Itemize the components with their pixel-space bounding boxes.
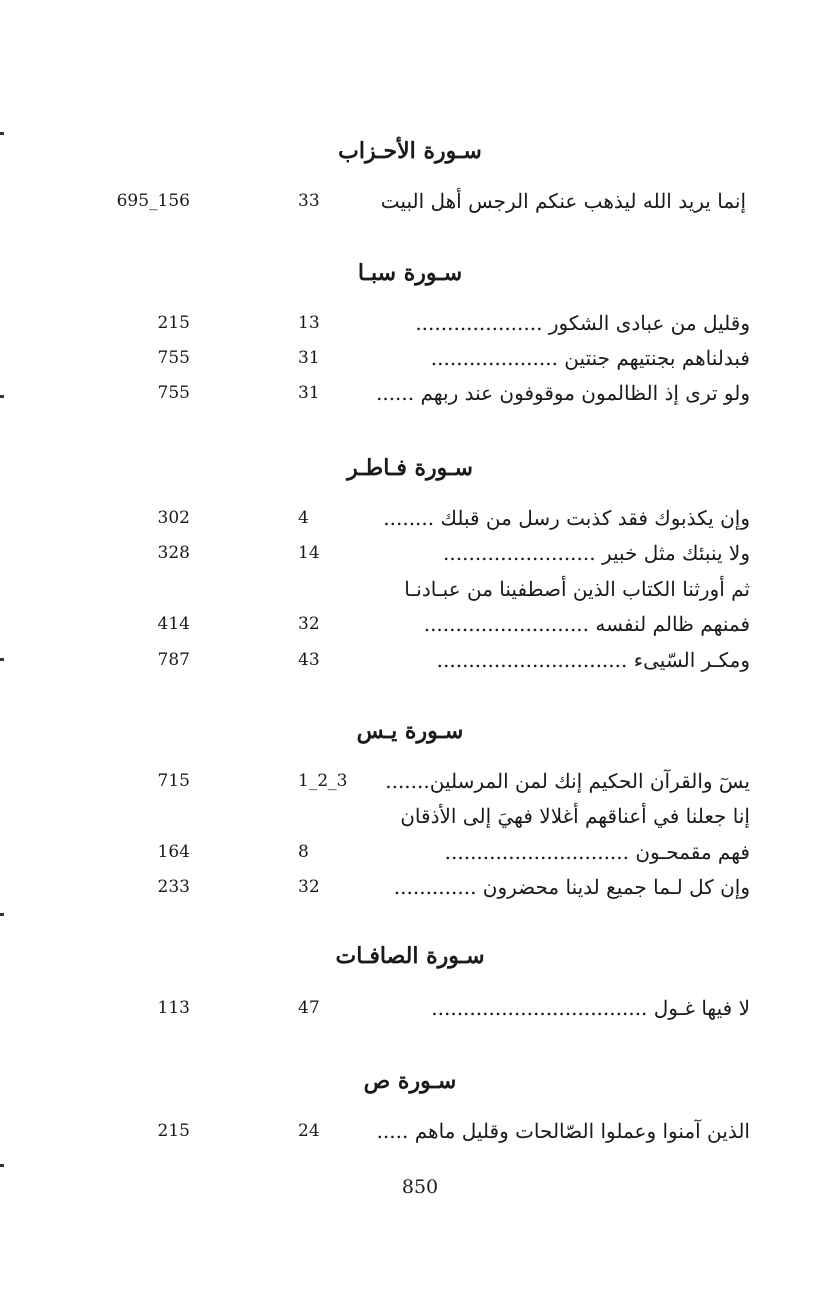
- verse-text: ومكـر السّيىء ..............................: [436, 648, 750, 672]
- verse-text: إنما يريد الله ليذهب عنكم الرجس أهل البيت: [380, 189, 746, 213]
- verse-text: وإن يكذبوك فقد كذبت رسل من قبلك ........: [383, 506, 750, 530]
- verse-row: [100, 645, 750, 675]
- verse-text: لا فيها غـول ..................................: [431, 996, 750, 1020]
- surah-heading: سـورة فـاطـر: [347, 455, 473, 481]
- ayah-number: 14: [298, 543, 320, 563]
- verse-text: يسٓ والقرآن الحكيم إنك لمن المرسلين.......: [385, 769, 750, 793]
- surah-heading: سـورة سبـا: [357, 260, 463, 286]
- verse-text: فهم مقمحـون .............................: [444, 840, 750, 864]
- ayah-number: 24: [298, 1121, 320, 1141]
- verse-row: [100, 801, 750, 831]
- verse-row: [100, 186, 750, 216]
- verse-text: ثم أورثنا الكتاب الذين أصطفينا من عبـادنـا: [404, 577, 750, 601]
- verse-row: [100, 538, 750, 568]
- page-ref: 302: [157, 508, 190, 528]
- ayah-number: 31: [298, 383, 320, 403]
- scan-mark: [0, 395, 4, 398]
- scan-mark: [0, 658, 4, 661]
- page-ref: 215: [157, 313, 190, 333]
- ayah-number: 8: [298, 842, 309, 862]
- page-ref: 695_156: [116, 191, 190, 211]
- verse-text: ولو ترى إذ الظالمون موقوفون عند ربهم ......: [375, 381, 750, 405]
- verse-row: [100, 837, 750, 867]
- ayah-number: 33: [298, 191, 320, 211]
- verse-row: [100, 378, 750, 408]
- verse-row: [100, 609, 750, 639]
- verse-text: إنا جعلنا في أعناقهم أغلالا فهيَ إلى الأذقان: [400, 804, 750, 828]
- ayah-number: 47: [298, 998, 320, 1018]
- scan-mark: [0, 132, 4, 135]
- page-ref: 755: [157, 348, 190, 368]
- verse-row: [100, 766, 750, 796]
- verse-row: [100, 993, 750, 1023]
- ayah-number: 1_2_3: [298, 771, 348, 791]
- ayah-number: 31: [298, 348, 320, 368]
- verse-text: فمنهم ظالم لنفسه ..........................: [423, 612, 750, 636]
- surah-heading: سـورة يـس: [356, 718, 464, 744]
- page-ref: 164: [157, 842, 190, 862]
- verse-row: [100, 1116, 750, 1146]
- surah-heading: سـورة ص: [363, 1068, 457, 1094]
- ayah-number: 32: [298, 877, 320, 897]
- verse-row: [100, 574, 750, 604]
- page-ref: 233: [157, 877, 190, 897]
- verse-row: [100, 872, 750, 902]
- scan-mark: [0, 913, 4, 916]
- verse-row: [100, 308, 750, 338]
- page-ref: 787: [157, 650, 190, 670]
- ayah-number: 32: [298, 614, 320, 634]
- page-ref: 215: [157, 1121, 190, 1141]
- verse-text: الذين آمنوا وعملوا الصّالحات وقليل ماهم .....: [376, 1119, 750, 1143]
- page-ref: 328: [157, 543, 190, 563]
- page-ref: 715: [157, 771, 190, 791]
- surah-heading: سـورة الصافـات: [335, 943, 485, 969]
- surah-heading: سـورة الأحـزاب: [338, 138, 482, 164]
- verse-text: فبدلناهم بجنتيهم جنتين ....................: [430, 346, 750, 370]
- page-number: 850: [401, 1176, 439, 1198]
- verse-text: وإن كل لـما جميع لدينا محضرون .............: [393, 875, 750, 899]
- page-ref: 755: [157, 383, 190, 403]
- ayah-number: 13: [298, 313, 320, 333]
- ayah-number: 4: [298, 508, 309, 528]
- verse-text: ولا ينبئك مثل خبير ........................: [443, 541, 750, 565]
- page-ref: 113: [157, 998, 190, 1018]
- verse-row: [100, 343, 750, 373]
- scan-mark: [0, 1164, 4, 1167]
- verse-row: [100, 503, 750, 533]
- ayah-number: 43: [298, 650, 320, 670]
- page-ref: 414: [157, 614, 190, 634]
- verse-text: وقليل من عبادى الشكور ....................: [415, 311, 750, 335]
